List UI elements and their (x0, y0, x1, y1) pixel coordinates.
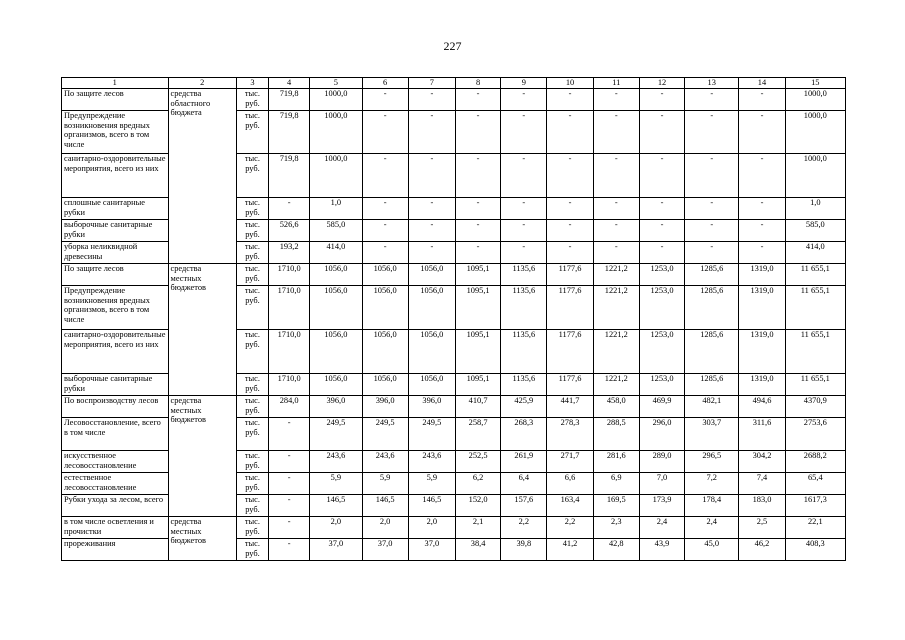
column-header: 8 (455, 78, 500, 89)
value-cell: 152,0 (455, 495, 500, 517)
value-cell: - (547, 89, 593, 111)
column-header: 2 (168, 78, 236, 89)
value-cell: - (639, 111, 684, 154)
value-cell: - (639, 89, 684, 111)
column-header: 6 (362, 78, 408, 89)
value-cell: - (362, 220, 408, 242)
activity-name: искусственное лесовосстановление (62, 451, 169, 473)
value-cell: 281,6 (593, 451, 639, 473)
value-cell: - (269, 517, 310, 539)
value-cell: - (455, 89, 500, 111)
value-cell: - (455, 111, 500, 154)
value-cell: 469,9 (639, 396, 684, 418)
total-cell: 414,0 (785, 242, 845, 264)
value-cell: 1,0 (310, 198, 362, 220)
unit-cell: тыс. руб. (236, 242, 268, 264)
value-cell: - (408, 154, 455, 198)
total-cell: 11 655,1 (785, 286, 845, 330)
activity-name: По защите лесов (62, 264, 169, 286)
value-cell: 1177,6 (547, 264, 593, 286)
value-cell: 1710,0 (269, 264, 310, 286)
value-cell: 303,7 (685, 418, 739, 451)
activity-name: уборка неликвидной древесины (62, 242, 169, 264)
value-cell: 249,5 (362, 418, 408, 451)
value-cell: - (408, 198, 455, 220)
table-row (62, 264, 846, 286)
value-cell: 1285,6 (685, 264, 739, 286)
activity-name: выборочные санитарные рубки (62, 374, 169, 396)
value-cell: 1135,6 (501, 330, 547, 374)
column-header: 12 (639, 78, 684, 89)
value-cell: 1056,0 (362, 330, 408, 374)
value-cell: 258,7 (455, 418, 500, 451)
value-cell: 6,2 (455, 473, 500, 495)
value-cell: 719,8 (269, 154, 310, 198)
funding-source: средства местных бюджетов (168, 396, 236, 517)
value-cell: 526,6 (269, 220, 310, 242)
activity-name: По защите лесов (62, 89, 169, 111)
value-cell: 288,5 (593, 418, 639, 451)
value-cell: 1095,1 (455, 264, 500, 286)
value-cell: - (501, 154, 547, 198)
value-cell: 1095,1 (455, 286, 500, 330)
value-cell: 169,5 (593, 495, 639, 517)
value-cell: 37,0 (362, 539, 408, 561)
total-cell: 408,3 (785, 539, 845, 561)
value-cell: 1000,0 (310, 154, 362, 198)
total-cell: 11 655,1 (785, 330, 845, 374)
activity-name: естественное лесовосстановление (62, 473, 169, 495)
value-cell: 249,5 (310, 418, 362, 451)
value-cell: - (269, 418, 310, 451)
value-cell: - (639, 242, 684, 264)
value-cell: - (685, 111, 739, 154)
funding-source: средства местных бюджетов (168, 264, 236, 396)
value-cell: 1056,0 (310, 264, 362, 286)
value-cell: 45,0 (685, 539, 739, 561)
value-cell: 6,6 (547, 473, 593, 495)
value-cell: 1253,0 (639, 330, 684, 374)
unit-cell: тыс. руб. (236, 451, 268, 473)
activity-name: По воспроизводству лесов (62, 396, 169, 418)
value-cell: 183,0 (739, 495, 785, 517)
value-cell: 278,3 (547, 418, 593, 451)
value-cell: 396,0 (310, 396, 362, 418)
value-cell: 1056,0 (362, 264, 408, 286)
value-cell: 1135,6 (501, 286, 547, 330)
value-cell: 296,0 (639, 418, 684, 451)
value-cell: - (639, 198, 684, 220)
total-cell: 1000,0 (785, 89, 845, 111)
value-cell: 7,2 (685, 473, 739, 495)
unit-cell: тыс. руб. (236, 517, 268, 539)
page-number: 227 (443, 39, 462, 53)
column-header: 7 (408, 78, 455, 89)
value-cell: - (408, 111, 455, 154)
value-cell: 719,8 (269, 89, 310, 111)
column-header: 3 (236, 78, 268, 89)
value-cell: 38,4 (455, 539, 500, 561)
activity-name: в том числе осветления и прочистки (62, 517, 169, 539)
value-cell: 6,4 (501, 473, 547, 495)
column-header: 4 (269, 78, 310, 89)
value-cell: 1177,6 (547, 374, 593, 396)
value-cell: - (362, 89, 408, 111)
value-cell: - (639, 220, 684, 242)
total-cell: 4370,9 (785, 396, 845, 418)
value-cell: 1056,0 (408, 286, 455, 330)
value-cell: 193,2 (269, 242, 310, 264)
value-cell: 2,4 (639, 517, 684, 539)
value-cell: 1253,0 (639, 286, 684, 330)
unit-cell: тыс. руб. (236, 220, 268, 242)
value-cell: 39,8 (501, 539, 547, 561)
value-cell: - (362, 198, 408, 220)
column-header: 13 (685, 78, 739, 89)
value-cell: - (408, 89, 455, 111)
value-cell: 441,7 (547, 396, 593, 418)
funding-source: средства областного бюджета (168, 89, 236, 264)
value-cell: 146,5 (408, 495, 455, 517)
total-cell: 1617,3 (785, 495, 845, 517)
value-cell: 1056,0 (310, 374, 362, 396)
budget-table (61, 77, 846, 561)
total-cell: 2753,6 (785, 418, 845, 451)
total-cell: 2688,2 (785, 451, 845, 473)
value-cell: 1221,2 (593, 286, 639, 330)
value-cell: 7,0 (639, 473, 684, 495)
value-cell: 1056,0 (408, 330, 455, 374)
value-cell: 163,4 (547, 495, 593, 517)
value-cell: 1000,0 (310, 111, 362, 154)
unit-cell: тыс. руб. (236, 89, 268, 111)
value-cell: 1095,1 (455, 374, 500, 396)
unit-cell: тыс. руб. (236, 495, 268, 517)
value-cell: - (547, 198, 593, 220)
value-cell: 1056,0 (362, 374, 408, 396)
value-cell: 2,0 (310, 517, 362, 539)
total-cell: 1,0 (785, 198, 845, 220)
value-cell: - (501, 89, 547, 111)
value-cell: 268,3 (501, 418, 547, 451)
value-cell: 1285,6 (685, 286, 739, 330)
column-header: 1 (62, 78, 169, 89)
value-cell: 2,2 (547, 517, 593, 539)
value-cell: 458,0 (593, 396, 639, 418)
value-cell: 1319,0 (739, 264, 785, 286)
value-cell: 1135,6 (501, 374, 547, 396)
funding-source: средства местных бюджетов (168, 517, 236, 561)
value-cell: - (455, 154, 500, 198)
value-cell: - (547, 242, 593, 264)
value-cell: - (269, 198, 310, 220)
value-cell: 1710,0 (269, 330, 310, 374)
value-cell: - (739, 220, 785, 242)
value-cell: 252,5 (455, 451, 500, 473)
value-cell: 173,9 (639, 495, 684, 517)
table-row (62, 89, 846, 111)
value-cell: - (501, 198, 547, 220)
activity-name: сплошные санитарные рубки (62, 198, 169, 220)
value-cell: - (685, 242, 739, 264)
value-cell: 5,9 (362, 473, 408, 495)
value-cell: - (739, 154, 785, 198)
value-cell: 719,8 (269, 111, 310, 154)
value-cell: 396,0 (408, 396, 455, 418)
value-cell: 494,6 (739, 396, 785, 418)
value-cell: 243,6 (362, 451, 408, 473)
unit-cell: тыс. руб. (236, 286, 268, 330)
activity-name: Рубки ухода за лесом, всего (62, 495, 169, 517)
value-cell: 1285,6 (685, 330, 739, 374)
total-cell: 11 655,1 (785, 374, 845, 396)
value-cell: 178,4 (685, 495, 739, 517)
total-cell: 22,1 (785, 517, 845, 539)
value-cell: - (501, 242, 547, 264)
value-cell: 146,5 (362, 495, 408, 517)
value-cell: - (685, 89, 739, 111)
unit-cell: тыс. руб. (236, 418, 268, 451)
value-cell: - (455, 198, 500, 220)
value-cell: - (269, 495, 310, 517)
value-cell: - (685, 198, 739, 220)
value-cell: 2,1 (455, 517, 500, 539)
value-cell: 2,3 (593, 517, 639, 539)
value-cell: 5,9 (310, 473, 362, 495)
value-cell: - (739, 111, 785, 154)
value-cell: 1253,0 (639, 264, 684, 286)
value-cell: - (739, 198, 785, 220)
value-cell: - (639, 154, 684, 198)
value-cell: - (593, 89, 639, 111)
activity-name: Лесовосстановление, всего в том числе (62, 418, 169, 451)
unit-cell: тыс. руб. (236, 154, 268, 198)
activity-name: санитарно-оздоровительные мероприятия, всего из них (62, 154, 169, 198)
total-cell: 11 655,1 (785, 264, 845, 286)
value-cell: 414,0 (310, 242, 362, 264)
value-cell: 249,5 (408, 418, 455, 451)
value-cell: - (547, 154, 593, 198)
value-cell: - (739, 242, 785, 264)
table-row (62, 517, 846, 539)
value-cell: 1253,0 (639, 374, 684, 396)
value-cell: 2,0 (362, 517, 408, 539)
value-cell: - (685, 220, 739, 242)
value-cell: - (593, 220, 639, 242)
value-cell: - (362, 242, 408, 264)
value-cell: 1095,1 (455, 330, 500, 374)
value-cell: 304,2 (739, 451, 785, 473)
value-cell: - (501, 111, 547, 154)
value-cell: 1056,0 (310, 330, 362, 374)
value-cell: 1710,0 (269, 286, 310, 330)
value-cell: 2,2 (501, 517, 547, 539)
value-cell: 2,4 (685, 517, 739, 539)
value-cell: 243,6 (310, 451, 362, 473)
value-cell: 289,0 (639, 451, 684, 473)
column-header: 5 (310, 78, 362, 89)
value-cell: 1285,6 (685, 374, 739, 396)
value-cell: - (269, 473, 310, 495)
value-cell: - (547, 220, 593, 242)
value-cell: 425,9 (501, 396, 547, 418)
value-cell: 284,0 (269, 396, 310, 418)
column-header-row (62, 78, 846, 89)
value-cell: - (408, 242, 455, 264)
value-cell: 37,0 (408, 539, 455, 561)
total-cell: 585,0 (785, 220, 845, 242)
value-cell: - (593, 111, 639, 154)
activity-name: выборочные санитарные рубки (62, 220, 169, 242)
value-cell: 396,0 (362, 396, 408, 418)
value-cell: 1056,0 (310, 286, 362, 330)
value-cell: 7,4 (739, 473, 785, 495)
value-cell: - (269, 451, 310, 473)
unit-cell: тыс. руб. (236, 264, 268, 286)
total-cell: 1000,0 (785, 154, 845, 198)
value-cell: 46,2 (739, 539, 785, 561)
total-cell: 65,4 (785, 473, 845, 495)
value-cell: 1056,0 (362, 286, 408, 330)
activity-name: санитарно-оздоровительные мероприятия, всего из них (62, 330, 169, 374)
value-cell: - (593, 154, 639, 198)
value-cell: - (408, 220, 455, 242)
value-cell: 43,9 (639, 539, 684, 561)
value-cell: - (501, 220, 547, 242)
value-cell: 5,9 (408, 473, 455, 495)
value-cell: 42,8 (593, 539, 639, 561)
value-cell: 1177,6 (547, 330, 593, 374)
value-cell: 311,6 (739, 418, 785, 451)
value-cell: - (547, 111, 593, 154)
value-cell: 1319,0 (739, 330, 785, 374)
value-cell: 1177,6 (547, 286, 593, 330)
column-header: 11 (593, 78, 639, 89)
unit-cell: тыс. руб. (236, 374, 268, 396)
value-cell: 1319,0 (739, 286, 785, 330)
unit-cell: тыс. руб. (236, 539, 268, 561)
column-header: 14 (739, 78, 785, 89)
value-cell: 2,5 (739, 517, 785, 539)
value-cell: 585,0 (310, 220, 362, 242)
value-cell: - (685, 154, 739, 198)
value-cell: 37,0 (310, 539, 362, 561)
value-cell: 1710,0 (269, 374, 310, 396)
table-row (62, 396, 846, 418)
value-cell: - (269, 539, 310, 561)
value-cell: - (362, 111, 408, 154)
unit-cell: тыс. руб. (236, 473, 268, 495)
unit-cell: тыс. руб. (236, 330, 268, 374)
value-cell: 243,6 (408, 451, 455, 473)
value-cell: - (739, 89, 785, 111)
column-header: 9 (501, 78, 547, 89)
value-cell: 1221,2 (593, 374, 639, 396)
value-cell: 271,7 (547, 451, 593, 473)
activity-name: Предупреждение возникновения вредных организмов, всего в том числе (62, 286, 169, 330)
value-cell: 157,6 (501, 495, 547, 517)
value-cell: - (455, 220, 500, 242)
value-cell: 296,5 (685, 451, 739, 473)
unit-cell: тыс. руб. (236, 111, 268, 154)
value-cell: 1319,0 (739, 374, 785, 396)
unit-cell: тыс. руб. (236, 396, 268, 418)
value-cell: 410,7 (455, 396, 500, 418)
value-cell: 482,1 (685, 396, 739, 418)
value-cell: 1221,2 (593, 330, 639, 374)
value-cell: 41,2 (547, 539, 593, 561)
value-cell: 1221,2 (593, 264, 639, 286)
value-cell: 261,9 (501, 451, 547, 473)
value-cell: 146,5 (310, 495, 362, 517)
value-cell: 2,0 (408, 517, 455, 539)
column-header: 15 (785, 78, 845, 89)
unit-cell: тыс. руб. (236, 198, 268, 220)
total-cell: 1000,0 (785, 111, 845, 154)
value-cell: 1056,0 (408, 264, 455, 286)
value-cell: - (593, 198, 639, 220)
value-cell: 1135,6 (501, 264, 547, 286)
value-cell: 1056,0 (408, 374, 455, 396)
value-cell: - (362, 154, 408, 198)
value-cell: - (593, 242, 639, 264)
column-header: 10 (547, 78, 593, 89)
value-cell: 1000,0 (310, 89, 362, 111)
activity-name: Предупреждение возникновения вредных организмов, всего в том числе (62, 111, 169, 154)
value-cell: - (455, 242, 500, 264)
activity-name: прореживания (62, 539, 169, 561)
value-cell: 6,9 (593, 473, 639, 495)
